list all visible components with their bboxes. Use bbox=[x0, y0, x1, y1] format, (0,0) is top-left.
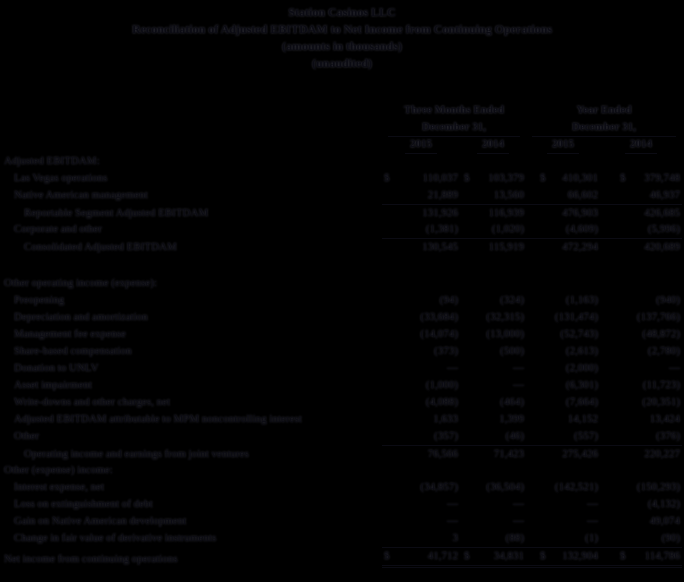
value-text: 13,560 bbox=[493, 189, 524, 201]
value-cell bbox=[600, 360, 682, 377]
value-cell bbox=[460, 170, 526, 187]
value-text: 426,685 bbox=[644, 207, 680, 219]
value-cell bbox=[382, 445, 460, 463]
row-label: Other bbox=[14, 430, 40, 442]
spacer-row bbox=[0, 255, 684, 275]
value-text: 132,904 bbox=[562, 550, 598, 562]
table-row bbox=[0, 275, 684, 292]
table-row bbox=[0, 377, 684, 394]
value-cell bbox=[460, 428, 526, 445]
value-text: — bbox=[513, 362, 524, 374]
value-cell bbox=[600, 445, 682, 463]
row-label: Other operating income (expense): bbox=[4, 277, 158, 289]
value-cell bbox=[600, 204, 682, 222]
value-text: 76,566 bbox=[427, 448, 458, 460]
value-text: (464) bbox=[500, 396, 524, 408]
value-text: (500) bbox=[500, 345, 524, 357]
value-cell bbox=[600, 187, 682, 204]
row-label: Gain on Native American development bbox=[14, 515, 187, 527]
value-text: (4,609) bbox=[565, 223, 598, 235]
value-cell bbox=[460, 513, 526, 530]
value-cell bbox=[460, 343, 526, 360]
value-text: (373) bbox=[434, 345, 458, 357]
value-text: (48,872) bbox=[642, 328, 680, 340]
value-text: (940) bbox=[656, 294, 680, 306]
table-row bbox=[0, 428, 684, 445]
value-text: — bbox=[447, 498, 458, 510]
value-cell bbox=[600, 547, 682, 568]
value-text: (131,474) bbox=[554, 311, 598, 323]
value-text: 49,074 bbox=[649, 515, 680, 527]
value-cell bbox=[460, 187, 526, 204]
year-header-y-2015: 2015 bbox=[526, 136, 600, 154]
value-text: — bbox=[447, 362, 458, 374]
value-cell bbox=[382, 343, 460, 360]
value-text: 1,633 bbox=[433, 413, 458, 425]
value-text: 110,037 bbox=[422, 172, 458, 184]
value-cell bbox=[382, 292, 460, 309]
col-group-three-months: Three Months Ended bbox=[403, 104, 505, 116]
value-text: (357) bbox=[434, 430, 458, 442]
company-name: Station Casinos LLC bbox=[288, 5, 396, 19]
value-text: 420,689 bbox=[644, 241, 680, 253]
table-row bbox=[0, 360, 684, 377]
table-row bbox=[0, 292, 684, 309]
value-cell bbox=[526, 411, 600, 428]
value-cell bbox=[382, 428, 460, 445]
value-cell bbox=[382, 221, 460, 238]
value-cell bbox=[382, 394, 460, 411]
value-text: (557) bbox=[574, 430, 598, 442]
dollar-sign: $ bbox=[620, 550, 626, 562]
value-text: (13,000) bbox=[486, 328, 524, 340]
value-text: (6,301) bbox=[565, 379, 598, 391]
value-text: — bbox=[587, 498, 598, 510]
value-cell bbox=[382, 496, 460, 513]
value-cell bbox=[526, 513, 600, 530]
value-text: (1,000) bbox=[425, 379, 458, 391]
year-header-row bbox=[0, 136, 684, 153]
column-group-row bbox=[0, 102, 684, 119]
row-label: Native American management bbox=[14, 189, 148, 201]
value-cell bbox=[460, 309, 526, 326]
value-text: — bbox=[587, 515, 598, 527]
value-cell bbox=[526, 238, 600, 256]
value-cell bbox=[460, 547, 526, 568]
value-cell bbox=[526, 530, 600, 547]
value-text: 103,379 bbox=[488, 172, 524, 184]
value-text: 476,903 bbox=[562, 207, 598, 219]
value-cell bbox=[460, 411, 526, 428]
table-row bbox=[0, 479, 684, 496]
row-label: Reportable Segment Adjusted EBITDAM bbox=[24, 207, 209, 219]
table-row bbox=[0, 204, 684, 221]
value-cell bbox=[382, 204, 460, 222]
value-text: 114,786 bbox=[644, 550, 680, 562]
table-row bbox=[0, 309, 684, 326]
value-text: (90) bbox=[661, 532, 680, 544]
dollar-sign: $ bbox=[620, 172, 626, 184]
value-cell bbox=[526, 309, 600, 326]
row-label: Management fee expense bbox=[14, 328, 126, 340]
value-text: (20,351) bbox=[642, 396, 680, 408]
value-text: 34,831 bbox=[493, 550, 524, 562]
value-cell bbox=[460, 204, 526, 222]
value-cell bbox=[382, 238, 460, 256]
value-cell bbox=[460, 377, 526, 394]
table-body bbox=[0, 153, 684, 564]
value-cell bbox=[460, 445, 526, 463]
value-text: 115,919 bbox=[488, 241, 524, 253]
value-text: (94) bbox=[439, 294, 458, 306]
value-text: 1,399 bbox=[499, 413, 524, 425]
value-text: 3 bbox=[452, 532, 458, 544]
value-cell bbox=[382, 309, 460, 326]
value-cell bbox=[600, 309, 682, 326]
value-cell bbox=[600, 411, 682, 428]
value-cell bbox=[382, 187, 460, 204]
value-text: (32,315) bbox=[486, 311, 524, 323]
value-cell bbox=[600, 343, 682, 360]
value-cell bbox=[382, 547, 460, 568]
value-text: (33,684) bbox=[420, 311, 458, 323]
row-label: Other (expense) income: bbox=[4, 464, 113, 476]
dollar-sign: $ bbox=[464, 172, 470, 184]
value-cell bbox=[600, 238, 682, 256]
value-text: (376) bbox=[656, 430, 680, 442]
value-text: (7,664) bbox=[565, 396, 598, 408]
value-cell bbox=[382, 170, 460, 187]
year-header-y-2014: 2014 bbox=[600, 136, 682, 154]
value-text: (46) bbox=[505, 430, 524, 442]
year-header-q-2015: 2015 bbox=[382, 136, 460, 154]
value-cell bbox=[526, 204, 600, 222]
value-cell bbox=[460, 479, 526, 496]
value-text: (2,000) bbox=[565, 362, 598, 374]
value-text: 130,545 bbox=[422, 241, 458, 253]
row-label: Consolidated Adjusted EBITDAM bbox=[24, 241, 177, 253]
row-label: Change in fair value of derivative instruments bbox=[14, 532, 217, 544]
value-cell bbox=[600, 170, 682, 187]
value-text: — bbox=[669, 362, 680, 374]
document-subtitle: Reconciliation of Adjusted EBITDAM to Net Income from Continuing Operations bbox=[131, 22, 553, 36]
value-text: (150,293) bbox=[636, 481, 680, 493]
value-text: (88) bbox=[505, 532, 524, 544]
document-title-block bbox=[0, 0, 684, 72]
value-cell bbox=[460, 496, 526, 513]
row-label: Net income from continuing operations bbox=[4, 553, 178, 565]
value-text: 13,424 bbox=[649, 413, 680, 425]
value-text: 220,227 bbox=[644, 448, 680, 460]
column-group-date-row bbox=[0, 119, 684, 136]
value-text: (1,020) bbox=[491, 223, 524, 235]
value-text: (4,088) bbox=[425, 396, 458, 408]
col-group-three-months-date: December 31, bbox=[382, 119, 526, 137]
table-row bbox=[0, 187, 684, 204]
value-text: (34,857) bbox=[420, 481, 458, 493]
reconciliation-table bbox=[0, 102, 684, 564]
value-text: — bbox=[513, 379, 524, 391]
value-text: 41,712 bbox=[427, 550, 458, 562]
table-row bbox=[0, 238, 684, 255]
value-text: (137,766) bbox=[636, 311, 680, 323]
value-text: (5,996) bbox=[647, 223, 680, 235]
value-cell bbox=[460, 292, 526, 309]
value-cell bbox=[600, 377, 682, 394]
table-row bbox=[0, 394, 684, 411]
col-group-year-ended-date: December 31, bbox=[526, 119, 682, 137]
value-text: (4,132) bbox=[647, 498, 680, 510]
value-cell bbox=[526, 496, 600, 513]
value-text: (52,743) bbox=[560, 328, 598, 340]
value-cell bbox=[382, 377, 460, 394]
value-cell bbox=[526, 187, 600, 204]
table-row bbox=[0, 496, 684, 513]
table-row bbox=[0, 326, 684, 343]
row-label: Donation to UNLV bbox=[14, 362, 99, 374]
value-text: (1) bbox=[585, 532, 598, 544]
value-cell bbox=[526, 360, 600, 377]
row-label: Las Vegas operations bbox=[14, 172, 108, 184]
row-label: Adjusted EBITDAM: bbox=[4, 155, 100, 167]
value-cell bbox=[526, 394, 600, 411]
value-cell bbox=[526, 326, 600, 343]
value-cell bbox=[526, 445, 600, 463]
value-text: (14,074) bbox=[420, 328, 458, 340]
value-cell bbox=[460, 221, 526, 238]
value-cell bbox=[526, 343, 600, 360]
value-cell bbox=[382, 530, 460, 547]
dollar-sign: $ bbox=[464, 550, 470, 562]
value-cell bbox=[460, 530, 526, 547]
value-text: (324) bbox=[500, 294, 524, 306]
row-label: Adjusted EBITDAM attributable to MPM noncontrolling interest bbox=[14, 413, 302, 425]
value-cell bbox=[382, 479, 460, 496]
value-cell bbox=[526, 221, 600, 238]
value-text: (1,381) bbox=[425, 223, 458, 235]
value-text: 472,294 bbox=[562, 241, 598, 253]
value-cell bbox=[526, 547, 600, 568]
table-row bbox=[0, 462, 684, 479]
dollar-sign: $ bbox=[540, 550, 546, 562]
value-cell bbox=[600, 326, 682, 343]
value-cell bbox=[600, 530, 682, 547]
table-row bbox=[0, 221, 684, 238]
value-cell bbox=[382, 326, 460, 343]
value-text: 71,423 bbox=[493, 448, 524, 460]
table-row bbox=[0, 343, 684, 360]
table-row bbox=[0, 547, 684, 564]
table-row bbox=[0, 530, 684, 547]
value-text: 21,889 bbox=[427, 189, 458, 201]
table-row bbox=[0, 170, 684, 187]
unaudited-note: (unaudited) bbox=[311, 56, 373, 70]
value-text: 46,937 bbox=[649, 189, 680, 201]
value-cell bbox=[460, 326, 526, 343]
value-text: 66,602 bbox=[567, 189, 598, 201]
row-label: Share-based compensation bbox=[14, 345, 132, 357]
table-row bbox=[0, 411, 684, 428]
table-row bbox=[0, 513, 684, 530]
value-text: 379,748 bbox=[644, 172, 680, 184]
value-cell bbox=[460, 360, 526, 377]
row-label: Preopening bbox=[14, 294, 65, 306]
row-label: Loss on extinguishment of debt bbox=[14, 498, 153, 510]
value-cell bbox=[526, 292, 600, 309]
year-header-q-2014: 2014 bbox=[460, 136, 526, 154]
table-row bbox=[0, 153, 684, 170]
value-text: (36,504) bbox=[486, 481, 524, 493]
value-cell bbox=[460, 238, 526, 256]
value-cell bbox=[526, 170, 600, 187]
value-text: 116,939 bbox=[488, 207, 524, 219]
value-cell bbox=[382, 411, 460, 428]
value-cell bbox=[600, 496, 682, 513]
value-text: (1,163) bbox=[565, 294, 598, 306]
value-text: 275,426 bbox=[562, 448, 598, 460]
value-cell bbox=[600, 292, 682, 309]
value-text: (2,780) bbox=[647, 345, 680, 357]
row-label: Interest expense, net bbox=[14, 481, 105, 493]
row-label: Corporate and other bbox=[14, 223, 102, 235]
value-cell bbox=[526, 377, 600, 394]
value-cell bbox=[460, 394, 526, 411]
dollar-sign: $ bbox=[384, 172, 390, 184]
value-cell bbox=[600, 394, 682, 411]
dollar-sign: $ bbox=[540, 172, 546, 184]
value-text: — bbox=[513, 515, 524, 527]
value-text: — bbox=[447, 515, 458, 527]
amounts-note: (amounts in thousands) bbox=[281, 39, 403, 53]
value-cell bbox=[600, 221, 682, 238]
row-label: Write-downs and other charges, net bbox=[14, 396, 171, 408]
row-label: Asset impairment bbox=[14, 379, 92, 391]
dollar-sign: $ bbox=[384, 550, 390, 562]
value-cell bbox=[526, 479, 600, 496]
value-text: (2,613) bbox=[565, 345, 598, 357]
col-group-year-ended: Year Ended bbox=[576, 104, 632, 116]
value-cell bbox=[600, 513, 682, 530]
value-cell bbox=[526, 428, 600, 445]
value-text: 410,301 bbox=[562, 172, 598, 184]
value-cell bbox=[600, 479, 682, 496]
value-cell bbox=[382, 513, 460, 530]
row-label: Depreciation and amortization bbox=[14, 311, 148, 323]
value-cell bbox=[382, 360, 460, 377]
value-cell bbox=[600, 428, 682, 445]
value-text: (11,723) bbox=[642, 379, 680, 391]
row-label: Operating income and earnings from joint ventures bbox=[24, 448, 249, 460]
value-text: (142,521) bbox=[554, 481, 598, 493]
value-text: 131,926 bbox=[422, 207, 458, 219]
value-text: — bbox=[513, 498, 524, 510]
value-text: 14,152 bbox=[567, 413, 598, 425]
table-row bbox=[0, 445, 684, 462]
